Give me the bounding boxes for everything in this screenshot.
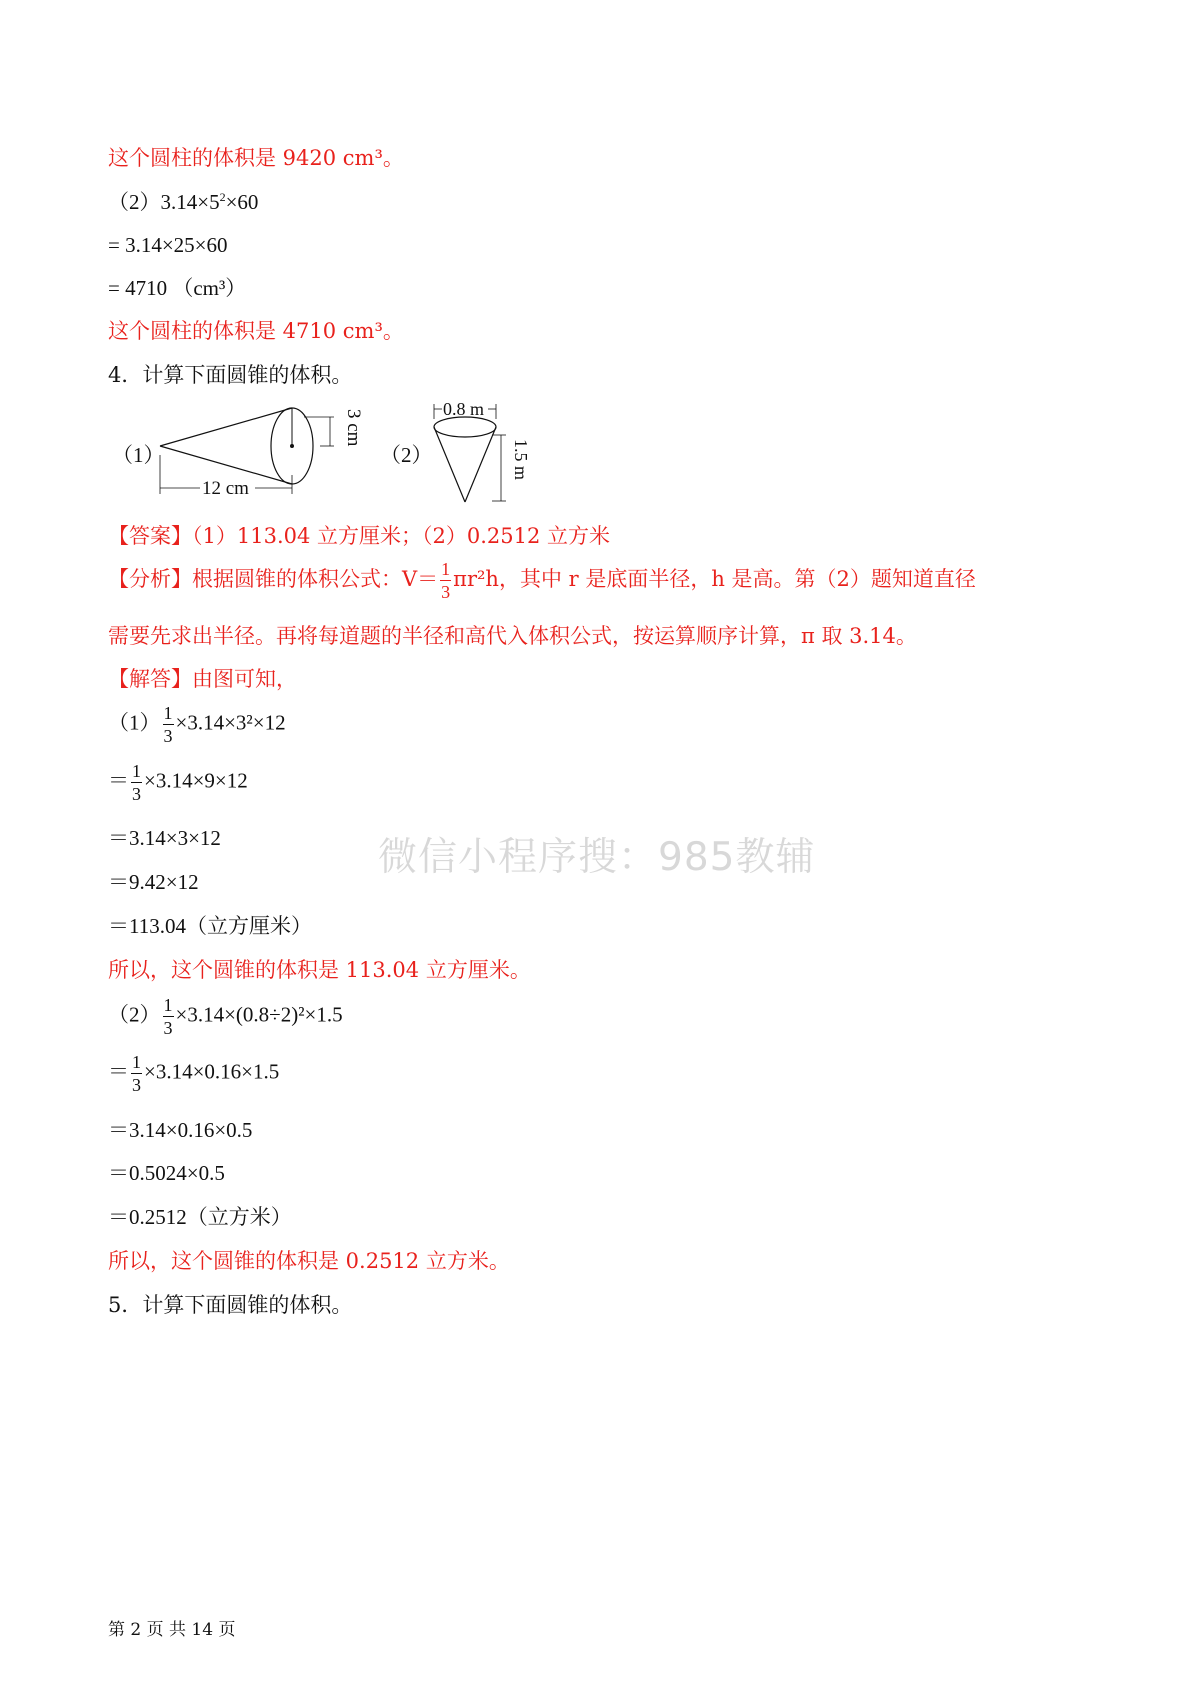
solution-step: ＝9.42×12 <box>108 870 199 894</box>
fig1-slant-top <box>160 408 292 446</box>
fraction-denominator: 3 <box>163 1018 173 1038</box>
analysis-fraction <box>440 560 451 601</box>
solution-step <box>108 762 248 803</box>
step-eq: ＝ <box>108 1059 129 1084</box>
solution-step: ＝113.04（立方厘米） <box>108 914 312 938</box>
fraction-denominator: 3 <box>441 582 451 602</box>
calc-tail: ×60 <box>225 190 259 214</box>
fig2-diameter-label: 0.8 m <box>443 399 485 419</box>
fig2-base <box>434 417 496 437</box>
cone-diagram <box>108 395 531 513</box>
solution-conclusion-1: 所以，这个圆锥的体积是 113.04 立方厘米。 <box>108 958 531 982</box>
fig2-slant-left <box>434 427 465 502</box>
analysis-text-a: 【分析】根据圆锥的体积公式：V＝ <box>108 567 439 591</box>
fig1-length-label: 12 cm <box>202 478 249 499</box>
fraction-denominator: 3 <box>132 1075 141 1095</box>
step-expr: ×3.14×(0.8÷2)²×1.5 <box>175 1002 343 1027</box>
fraction-numerator: 1 <box>441 559 451 579</box>
fraction-numerator: 1 <box>132 1052 141 1072</box>
step-expr: ×3.14×3²×12 <box>175 710 286 735</box>
calc-line: = 4710 （cm³） <box>108 276 247 300</box>
solution-heading: 【解答】由图可知， <box>108 667 297 691</box>
solution-conclusion-2: 所以，这个圆锥的体积是 0.2512 立方米。 <box>108 1249 510 1273</box>
fraction-denominator: 3 <box>132 784 141 804</box>
step-eq: ＝ <box>108 768 129 793</box>
solution-step <box>108 704 286 745</box>
solution-step: ＝3.14×0.16×0.5 <box>108 1118 253 1142</box>
calc-line <box>108 192 258 213</box>
watermark: 微信小程序搜：985教辅 <box>378 835 816 880</box>
analysis-text-b: πr²h，其中 r 是底面半径，h 是高。第（2）题知道直径 <box>453 567 976 591</box>
calc-label: （2） <box>108 190 161 214</box>
fraction-denominator: 3 <box>163 726 173 746</box>
step-fraction <box>131 1053 142 1094</box>
step-fraction <box>163 996 174 1037</box>
fig1-label: （1） <box>112 443 165 467</box>
fraction-numerator: 1 <box>163 703 173 723</box>
step-expr: ×3.14×9×12 <box>144 768 248 793</box>
fig2-label: （2） <box>380 443 433 467</box>
cone-figures <box>108 395 531 513</box>
step-fraction <box>131 762 142 803</box>
answer-line: 【答案】（1）113.04 立方厘米；（2）0.2512 立方米 <box>108 524 611 548</box>
solution-step: ＝0.5024×0.5 <box>108 1161 225 1185</box>
step-label: （1） <box>108 710 161 735</box>
question-5: 5．计算下面圆锥的体积。 <box>108 1293 353 1317</box>
step-fraction <box>163 704 174 745</box>
cylinder-volume-result-1: 这个圆柱的体积是 9420 cm³。 <box>108 146 404 170</box>
analysis-line <box>108 560 976 601</box>
fig2-slant-right <box>465 427 496 502</box>
calc-expr: 3.14×5 <box>160 190 220 214</box>
fig2-height-label: 1.5 m <box>511 439 531 481</box>
fig1-radius-label: 3 cm <box>343 409 364 447</box>
question-4: 4．计算下面圆锥的体积。 <box>108 363 353 387</box>
analysis-line-2: 需要先求出半径。再将每道题的半径和高代入体积公式，按运算顺序计算，π 取 3.14。 <box>108 624 917 648</box>
solution-step: ＝0.2512（立方米） <box>108 1205 292 1229</box>
fraction-numerator: 1 <box>163 995 173 1015</box>
cylinder-volume-result-2: 这个圆柱的体积是 4710 cm³。 <box>108 319 404 343</box>
solution-step: ＝3.14×3×12 <box>108 826 221 850</box>
page-footer: 第 2 页 共 14 页 <box>108 1620 236 1640</box>
calc-line: = 3.14×25×60 <box>108 233 228 257</box>
fraction-numerator: 1 <box>132 761 141 781</box>
calc-sup: 2 <box>219 190 226 204</box>
solution-step <box>108 1053 279 1094</box>
solution-step <box>108 996 343 1037</box>
step-expr: ×3.14×0.16×1.5 <box>144 1059 280 1084</box>
step-label: （2） <box>108 1002 161 1027</box>
fig1-center <box>290 444 294 448</box>
